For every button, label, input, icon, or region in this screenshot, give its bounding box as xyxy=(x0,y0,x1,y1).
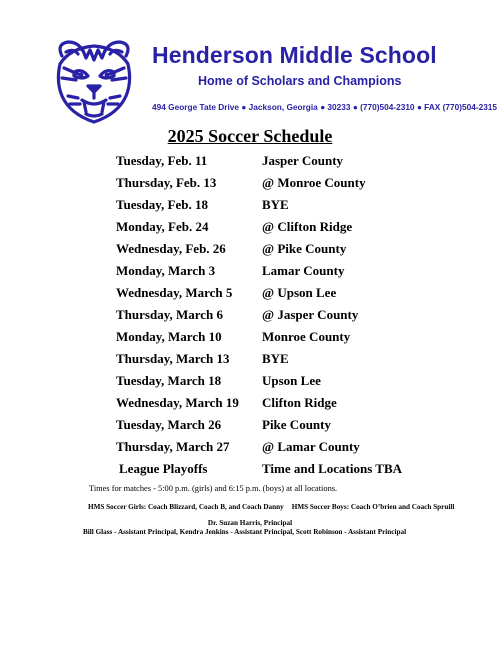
game-date: Thursday, March 27 xyxy=(116,439,230,454)
game-opponent: @ Pike County xyxy=(262,241,347,256)
game-opponent: Clifton Ridge xyxy=(262,395,337,410)
schedule-title: 2025 Soccer Schedule xyxy=(167,126,333,146)
school-address: 494 George Tate Drive ● Jackson, Georgia ● 30233 ● (770)504-2310 ● FAX (770)504-2315 xyxy=(152,102,498,112)
game-opponent: Upson Lee xyxy=(262,373,321,388)
game-date: Thursday, March 13 xyxy=(116,351,230,366)
school-name: Henderson Middle School xyxy=(152,42,437,68)
school-motto: Home of Scholars and Champions xyxy=(198,74,402,88)
game-opponent: @ Clifton Ridge xyxy=(262,219,353,234)
schedule-row xyxy=(0,416,500,438)
schedule-row xyxy=(0,328,500,350)
game-date: Monday, March 10 xyxy=(116,329,222,344)
girls-coaches: HMS Soccer Girls: Coach Blizzard, Coach B, and Coach Danny xyxy=(88,503,284,511)
game-opponent: @ Monroe County xyxy=(262,175,366,190)
schedule-row xyxy=(0,262,500,284)
schedule-row xyxy=(0,218,500,240)
game-date: Monday, March 3 xyxy=(116,263,216,278)
schedule-row xyxy=(0,350,500,372)
assistant-principals-line: Bill Glass - Assistant Principal, Kendra Jenkins - Assistant Principal, Scott Robinson - Assistant Principal xyxy=(83,528,407,536)
game-date: Wednesday, March 5 xyxy=(116,285,233,300)
schedule-row xyxy=(0,174,500,196)
game-opponent: Pike County xyxy=(262,417,331,432)
game-opponent: Monroe County xyxy=(262,329,351,344)
schedule-row xyxy=(0,306,500,328)
game-date: Monday, Feb. 24 xyxy=(116,219,209,234)
schedule-row xyxy=(0,394,500,416)
schedule-row xyxy=(0,438,500,460)
game-opponent: @ Lamar County xyxy=(262,439,360,454)
game-opponent: Lamar County xyxy=(262,263,345,278)
game-date: Tuesday, March 18 xyxy=(116,373,222,388)
game-date: Wednesday, March 19 xyxy=(116,395,239,410)
game-date: Tuesday, Feb. 11 xyxy=(116,153,208,168)
schedule-row xyxy=(0,240,500,262)
game-opponent: BYE xyxy=(262,197,289,212)
coaches-line xyxy=(88,503,454,511)
game-date: Tuesday, Feb. 18 xyxy=(116,197,208,212)
principal-line: Dr. Suzan Harris, Principal xyxy=(207,519,293,527)
letterhead xyxy=(0,0,500,125)
game-opponent: @ Upson Lee xyxy=(262,285,337,300)
game-opponent: Jasper County xyxy=(262,153,344,168)
schedule-row-playoffs xyxy=(0,460,500,482)
schedule-row xyxy=(0,372,500,394)
game-opponent: Time and Locations TBA xyxy=(262,461,403,476)
game-opponent: BYE xyxy=(262,351,289,366)
game-date: Wednesday, Feb. 26 xyxy=(116,241,226,256)
schedule-row xyxy=(0,196,500,218)
tiger-head-icon xyxy=(48,38,140,126)
game-date: League Playoffs xyxy=(119,461,208,476)
boys-coaches: HMS Soccer Boys: Coach O’brien and Coach Spruill xyxy=(291,503,455,511)
game-date: Thursday, Feb. 13 xyxy=(116,175,217,190)
match-times-note: Times for matches - 5:00 p.m. (girls) and 6:15 p.m. (boys) at all locations. xyxy=(89,484,338,493)
schedule-row xyxy=(0,152,500,174)
schedule-list xyxy=(0,152,500,482)
game-opponent: @ Jasper County xyxy=(262,307,359,322)
game-date: Thursday, March 6 xyxy=(116,307,224,322)
game-date: Tuesday, March 26 xyxy=(116,417,222,432)
schedule-row xyxy=(0,284,500,306)
